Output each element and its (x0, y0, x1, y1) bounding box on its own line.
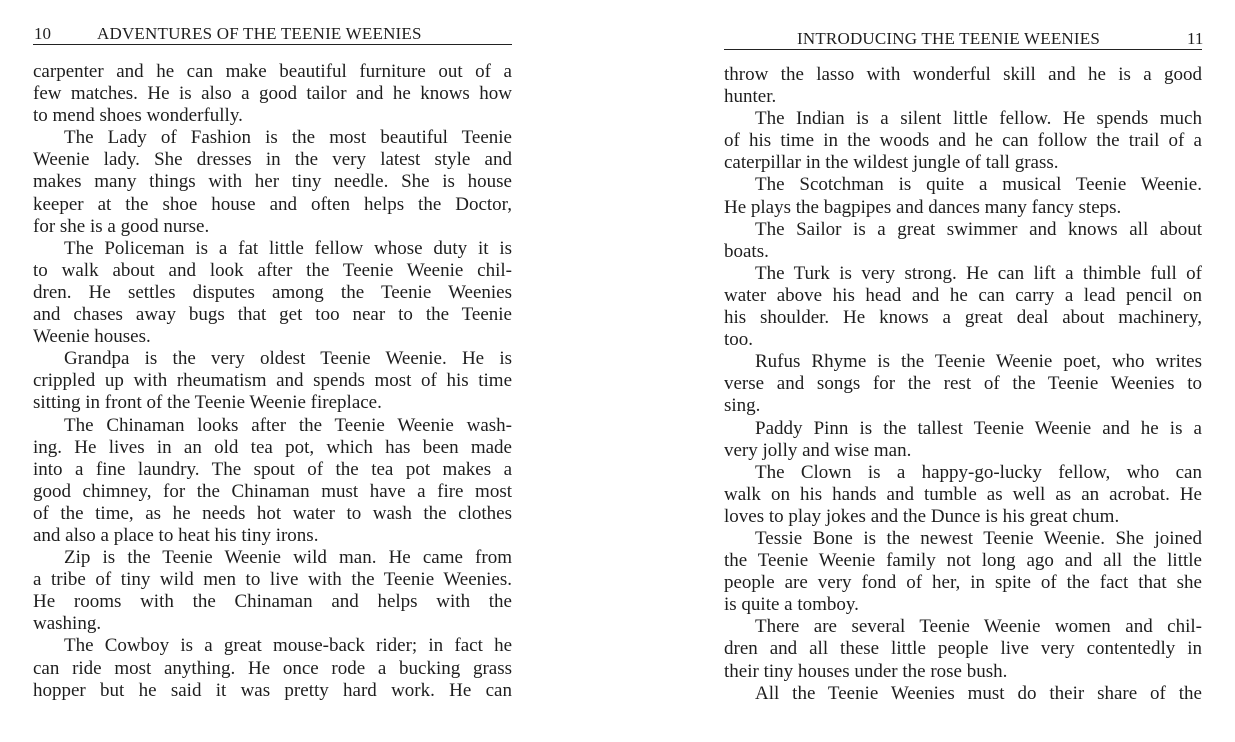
text-line: and chases away bugs that get too near to the Teenie (33, 304, 512, 326)
text-line: sitting in front of the Teenie Weenie fireplace. (33, 392, 382, 414)
text-line: Tessie Bone is the newest Teenie Weenie. She joined (755, 527, 1202, 549)
text-line: Weenie lady. She dresses in the very latest style and (33, 149, 512, 171)
text-line: to mend shoes wonderfully. (33, 105, 243, 127)
text-line: The Scotchman is quite a musical Teenie Weenie. (755, 174, 1202, 196)
body-text (724, 64, 1202, 705)
text-line: verse and songs for the rest of the Teenie Weenies to (724, 373, 1202, 395)
text-line: of the time, as he needs hot water to wash the clothes (33, 502, 512, 524)
text-line: too. (724, 329, 754, 351)
text-line: The Sailor is a great swimmer and knows all about (755, 218, 1202, 240)
body-text (33, 61, 512, 702)
text-line: to walk about and look after the Teenie Weenie chil- (33, 259, 512, 281)
text-line: ing. He lives in an old tea pot, which has been made (33, 436, 512, 458)
text-line: He plays the bagpipes and dances many fancy steps. (724, 196, 1122, 218)
text-line: caterpillar in the wildest jungle of tall grass. (724, 152, 1059, 174)
text-line: can ride most anything. He once rode a bucking grass (33, 657, 512, 679)
text-line: their tiny houses under the rose bush. (724, 660, 1008, 682)
text-line: keeper at the shoe house and often helps the Doctor, (33, 193, 512, 215)
page-number: 10 (34, 24, 51, 43)
text-line: and also a place to heat his tiny irons. (33, 524, 319, 546)
text-line: very jolly and wise man. (724, 439, 912, 461)
text-line: The Clown is a happy-go-lucky fellow, who can (755, 461, 1202, 483)
text-line: throw the lasso with wonderful skill and he is a good (724, 64, 1202, 85)
text-line: is quite a tomboy. (724, 594, 859, 616)
text-line: There are several Teenie Weenie women and chil- (755, 616, 1202, 638)
text-line: sing. (724, 395, 761, 417)
text-line: dren and all these little people live very contentedly in (724, 638, 1202, 660)
text-line: into a fine laundry. The spout of the tea pot makes a (33, 458, 512, 480)
text-line: The Chinaman looks after the Teenie Weenie wash- (64, 414, 512, 436)
running-head: ADVENTURES OF THE TEENIE WEENIES (97, 24, 422, 43)
text-line: The Turk is very strong. He can lift a thimble full of (755, 262, 1202, 284)
text-line: walk on his hands and tumble as well as an acrobat. He (724, 483, 1202, 505)
text-line: He rooms with the Chinaman and helps with the (33, 591, 512, 613)
text-line: dren. He settles disputes among the Teenie Weenies (33, 281, 512, 303)
text-line: crippled up with rheumatism and spends most of his time (33, 370, 512, 392)
text-line: hopper but he said it was pretty hard work. He can (33, 679, 512, 701)
text-line: hunter. (724, 86, 777, 108)
text-line: The Cowboy is a great mouse-back rider; in fact he (64, 635, 512, 657)
text-line: for she is a good nurse. (33, 215, 210, 237)
header-rule (724, 49, 1202, 50)
text-line: Zip is the Teenie Weenie wild man. He came from (64, 547, 512, 569)
text-line: few matches. He is also a good tailor and he knows how (33, 83, 512, 105)
text-line: his shoulder. He knows a great deal about machinery, (724, 307, 1202, 329)
text-line: The Indian is a silent little fellow. He spends much (755, 108, 1202, 130)
text-line: makes many things with her tiny needle. She is house (33, 171, 512, 193)
text-line: Paddy Pinn is the tallest Teenie Weenie and he is a (755, 417, 1202, 439)
text-line: good chimney, for the Chinaman must have a fire most (33, 480, 512, 502)
text-line: loves to play jokes and the Dunce is his great chum. (724, 505, 1120, 527)
text-line: boats. (724, 240, 769, 262)
text-line: Rufus Rhyme is the Teenie Weenie poet, who writes (755, 351, 1202, 373)
text-line: All the Teenie Weenies must do their share of the (755, 682, 1202, 704)
page-number: 11 (1187, 29, 1204, 48)
text-line: washing. (33, 613, 102, 635)
text-line: The Lady of Fashion is the most beautiful Teenie (64, 127, 512, 149)
right-page (660, 0, 1235, 742)
running-head: INTRODUCING THE TEENIE WEENIES (797, 29, 1100, 48)
text-line: water above his head and he can carry a lead pencil on (724, 284, 1202, 306)
text-line: the Teenie Weenie family not long ago and all the little (724, 550, 1202, 572)
text-line: Weenie houses. (33, 326, 151, 348)
text-line: a tribe of tiny wild men to live with the Teenie Weenies. (33, 569, 512, 591)
left-page (0, 0, 560, 742)
header-rule (33, 44, 512, 45)
text-line: carpenter and he can make beautiful furniture out of a (33, 61, 512, 82)
text-line: The Policeman is a fat little fellow whose duty it is (64, 237, 512, 259)
text-line: Grandpa is the very oldest Teenie Weenie. He is (64, 348, 512, 370)
text-line: of his time in the woods and he can follow the trail of a (724, 130, 1202, 152)
text-line: people are very fond of her, in spite of the fact that she (724, 572, 1202, 594)
